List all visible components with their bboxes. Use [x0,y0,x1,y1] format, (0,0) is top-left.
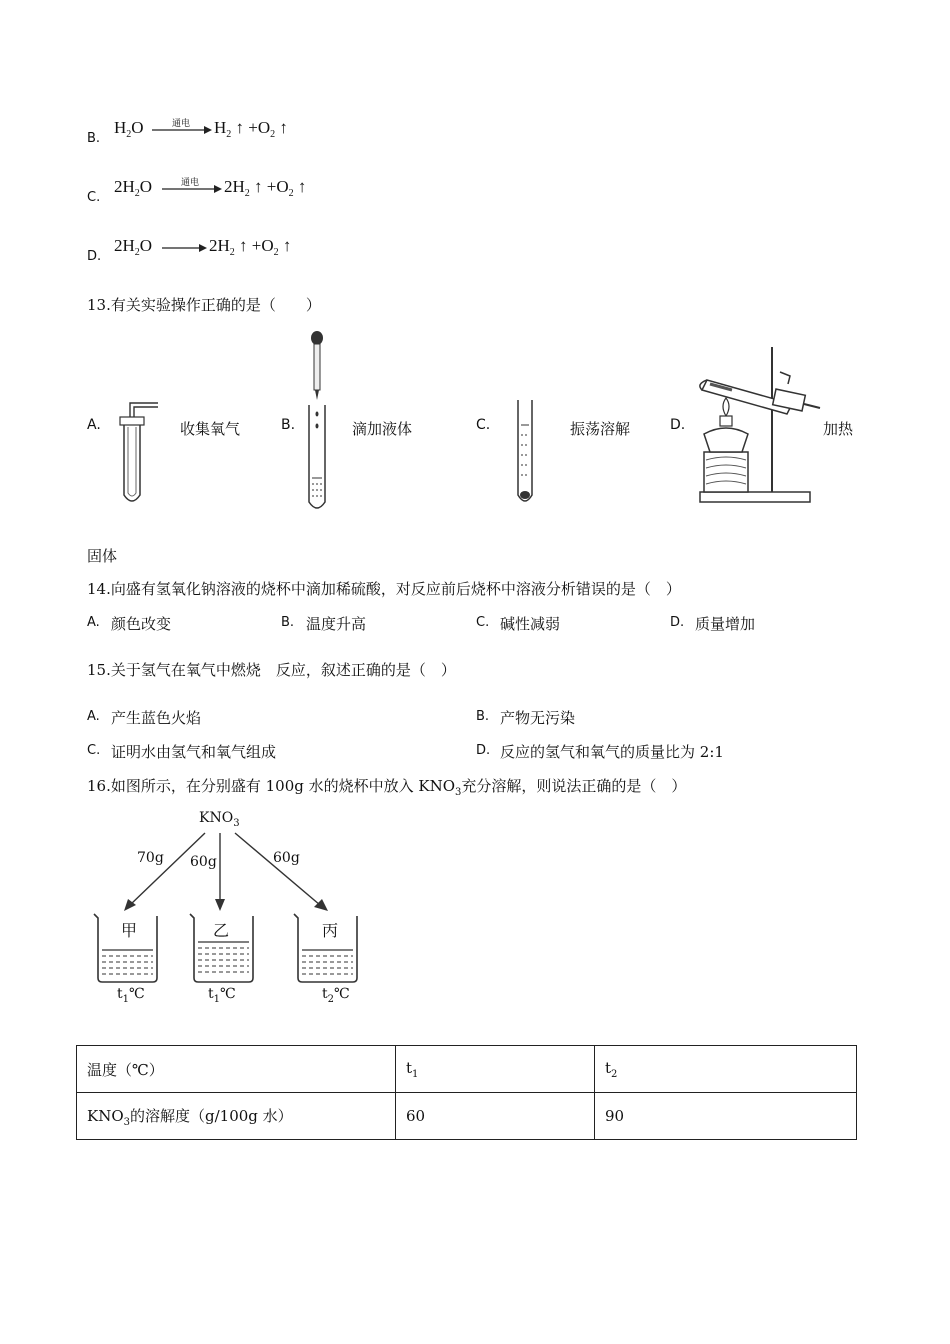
question-16-stem: 16.如图所示，在分别盛有 100g 水的烧杯中放入 $KNO_3$充分溶解，则说法正确的是（ ） [87,777,687,798]
table-cell-header: $KNO_3$的溶解度（g/100g 水） [77,1093,396,1140]
beaker-label: 丙 [322,921,339,940]
beaker-yi [186,912,261,984]
question-15-stem: 15.关于氢气在氧气中燃烧 反应，叙述正确的是（ ） [87,661,456,679]
q13-option-d-continuation: 固体 [87,547,118,565]
q13-option-a-text: 收集氧气 [180,420,241,438]
test-tube-shaking-icon [510,395,540,510]
q13-option-d-letter: D. [670,417,686,433]
heating-apparatus-icon [692,342,827,512]
table-cell-header: 温度（℃） [77,1046,396,1093]
question-14-stem: 14.向盛有氢氧化钠溶液的烧杯中滴加稀硫酸，对反应前后烧杯中溶液分析错误的是（ ） [87,580,681,598]
table-cell: 60 [396,1093,595,1140]
q14-option-a-letter: A. [87,615,100,630]
q15-option-a-text: 产生蓝色火焰 [111,709,202,727]
q15-option-b-letter: B. [476,709,490,724]
figure-source-label: $KNO_3$ [199,810,240,829]
solubility-table [76,1045,857,1140]
equation-lhs: $H_2O$ [114,118,144,140]
beaker-label: 乙 [213,921,230,940]
reaction-condition: 通电 [181,178,200,188]
q14-option-b-text: 温度升高 [306,615,367,633]
table-cell: 90 [595,1093,857,1140]
option-letter: C. [87,190,101,205]
beaker-jia-temp: $t_1℃$ [117,986,145,1005]
q13-option-a-letter: A. [87,417,101,433]
q13-option-c-text: 振荡溶解 [570,420,631,438]
reaction-condition: 通电 [172,119,191,129]
equation-lhs: $2H_2O$ [114,236,153,258]
distribution-arrows-icon [100,825,380,915]
q14-option-a-text: 颜色改变 [111,615,172,633]
q13-option-c-letter: C. [476,417,491,433]
table-row [77,1093,857,1140]
equation-rhs: $H_2$ ↑ $+O_2$ ↑ [214,118,288,140]
q15-option-c-letter: C. [87,743,101,758]
q15-option-c-text: 证明水由氢气和氧气组成 [111,743,277,761]
beaker-jia [90,912,165,984]
reaction-arrow-icon [162,185,222,195]
option-letter: D. [87,249,102,264]
reaction-arrow-icon [152,126,212,136]
reaction-arrow-icon [162,244,207,254]
beaker-bing-temp: $t_2℃$ [322,986,350,1005]
q14-option-d-letter: D. [670,615,685,630]
q13-option-b-letter: B. [281,417,296,433]
amount-label-1: 70g [137,850,164,866]
beaker-yi-temp: $t_1℃$ [208,986,236,1005]
beaker-bing [290,912,365,984]
amount-label-3: 60g [273,850,300,866]
q13-option-b-text: 滴加液体 [352,420,413,438]
beaker-label: 甲 [121,921,138,940]
q14-option-b-letter: B. [281,615,295,630]
equation-lhs: $2H_2O$ [114,177,153,199]
table-cell: $t_2$ [595,1046,857,1093]
q13-option-d-text: 加热 [823,420,854,438]
q15-option-d-letter: D. [476,743,491,758]
question-13-stem: 13.有关实验操作正确的是（ ） [87,296,321,314]
q15-option-d-text: 反应的氢气和氧气的质量比为 2:1 [500,743,724,761]
gas-collection-tube-icon [110,395,165,510]
equation-rhs: $2H_2$ ↑ $+O_2$ ↑ [209,236,292,258]
table-cell: $t_1$ [396,1046,595,1093]
dropper-and-tube-icon [300,330,340,515]
q14-option-c-letter: C. [476,615,490,630]
option-letter: B. [87,131,101,146]
q15-option-a-letter: A. [87,709,100,724]
table-row [77,1046,857,1093]
q14-option-c-text: 碱性减弱 [500,615,561,633]
equation-rhs: $2H_2$ ↑ $+O_2$ ↑ [224,177,307,199]
amount-label-2: 60g [190,854,217,870]
q15-option-b-text: 产物无污染 [500,709,576,727]
q14-option-d-text: 质量增加 [695,615,756,633]
